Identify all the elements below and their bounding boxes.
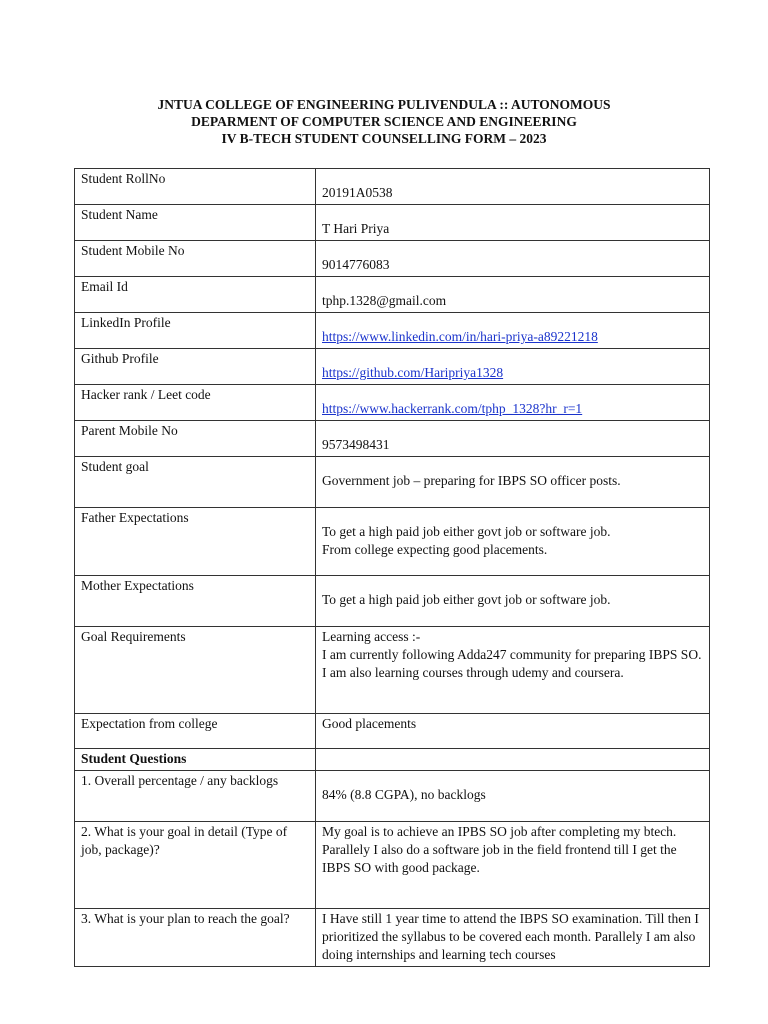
value-student-mobile: 9014776083 bbox=[322, 257, 390, 272]
row-mother-expectations bbox=[75, 576, 710, 627]
row-parent-mobile bbox=[75, 421, 710, 457]
row-student-name bbox=[75, 205, 710, 241]
value-student-name: T Hari Priya bbox=[322, 221, 390, 236]
label-mother-expectations: Mother Expectations bbox=[75, 576, 316, 627]
value-father-expectations-line1: To get a high paid job either govt job or software job. bbox=[322, 524, 611, 539]
value-goal-requirements-line2: I am currently following Adda247 community for preparing IBPS SO. bbox=[322, 647, 702, 662]
label-student-goal: Student goal bbox=[75, 457, 316, 508]
value-goal-requirements-line3: I am also learning courses through udemy and coursera. bbox=[322, 665, 624, 680]
value-question-3: I Have still 1 year time to attend the IBPS SO examination. Till then I prioritized the syllabus to be covered each month. Parallely I am also doing internships and learning tech courses bbox=[316, 909, 710, 967]
row-student-mobile bbox=[75, 241, 710, 277]
value-mother-expectations: To get a high paid job either govt job or software job. bbox=[322, 592, 611, 607]
row-expectation-from-college bbox=[75, 714, 710, 749]
label-github: Github Profile bbox=[75, 349, 316, 385]
row-github bbox=[75, 349, 710, 385]
form-header bbox=[0, 96, 768, 147]
value-goal-requirements-line1: Learning access :- bbox=[322, 629, 421, 644]
label-question-3: 3. What is your plan to reach the goal? bbox=[75, 909, 316, 967]
row-roll-no bbox=[75, 169, 710, 205]
value-student-goal: Government job – preparing for IBPS SO officer posts. bbox=[322, 473, 621, 488]
value-roll-no: 20191A0538 bbox=[322, 185, 393, 200]
value-expectation-from-college: Good placements bbox=[316, 714, 710, 749]
row-linkedin bbox=[75, 313, 710, 349]
label-parent-mobile: Parent Mobile No bbox=[75, 421, 316, 457]
counselling-form-table bbox=[74, 168, 710, 967]
row-student-questions-heading bbox=[75, 749, 710, 771]
label-goal-requirements: Goal Requirements bbox=[75, 627, 316, 714]
value-email: tphp.1328@gmail.com bbox=[322, 293, 447, 308]
label-father-expectations: Father Expectations bbox=[75, 508, 316, 576]
label-student-name: Student Name bbox=[75, 205, 316, 241]
row-email bbox=[75, 277, 710, 313]
label-student-mobile: Student Mobile No bbox=[75, 241, 316, 277]
value-father-expectations-line2: From college expecting good placements. bbox=[322, 542, 548, 557]
value-question-2: My goal is to achieve an IPBS SO job after completing my btech. Parallely I also do a software job in the field frontend till I get the IBPS SO with good package. bbox=[316, 822, 710, 909]
hackerrank-link[interactable]: https://www.hackerrank.com/tphp_1328?hr_r=1 bbox=[322, 401, 583, 416]
label-roll-no: Student RollNo bbox=[75, 169, 316, 205]
value-parent-mobile: 9573498431 bbox=[322, 437, 390, 452]
row-hackerrank bbox=[75, 385, 710, 421]
value-question-1: 84% (8.8 CGPA), no backlogs bbox=[322, 787, 486, 802]
label-email: Email Id bbox=[75, 277, 316, 313]
linkedin-link[interactable]: https://www.linkedin.com/in/hari-priya-a89221218 bbox=[322, 329, 598, 344]
label-question-2: 2. What is your goal in detail (Type of job, package)? bbox=[75, 822, 316, 909]
row-student-goal bbox=[75, 457, 710, 508]
row-father-expectations bbox=[75, 508, 710, 576]
github-link[interactable]: https://github.com/Haripriya1328 bbox=[322, 365, 504, 380]
college-name: JNTUA COLLEGE OF ENGINEERING PULIVENDULA :: AUTONOMOUS bbox=[157, 97, 611, 112]
label-expectation-from-college: Expectation from college bbox=[75, 714, 316, 749]
label-question-1: 1. Overall percentage / any backlogs bbox=[75, 771, 316, 822]
label-hackerrank: Hacker rank / Leet code bbox=[75, 385, 316, 421]
row-goal-requirements bbox=[75, 627, 710, 714]
department-name: DEPARMENT OF COMPUTER SCIENCE AND ENGINEERING bbox=[191, 114, 577, 129]
row-question-2 bbox=[75, 822, 710, 909]
row-question-1 bbox=[75, 771, 710, 822]
row-question-3 bbox=[75, 909, 710, 967]
form-title: IV B-TECH STUDENT COUNSELLING FORM – 2023 bbox=[221, 131, 547, 146]
label-linkedin: LinkedIn Profile bbox=[75, 313, 316, 349]
student-questions-heading: Student Questions bbox=[75, 749, 316, 771]
